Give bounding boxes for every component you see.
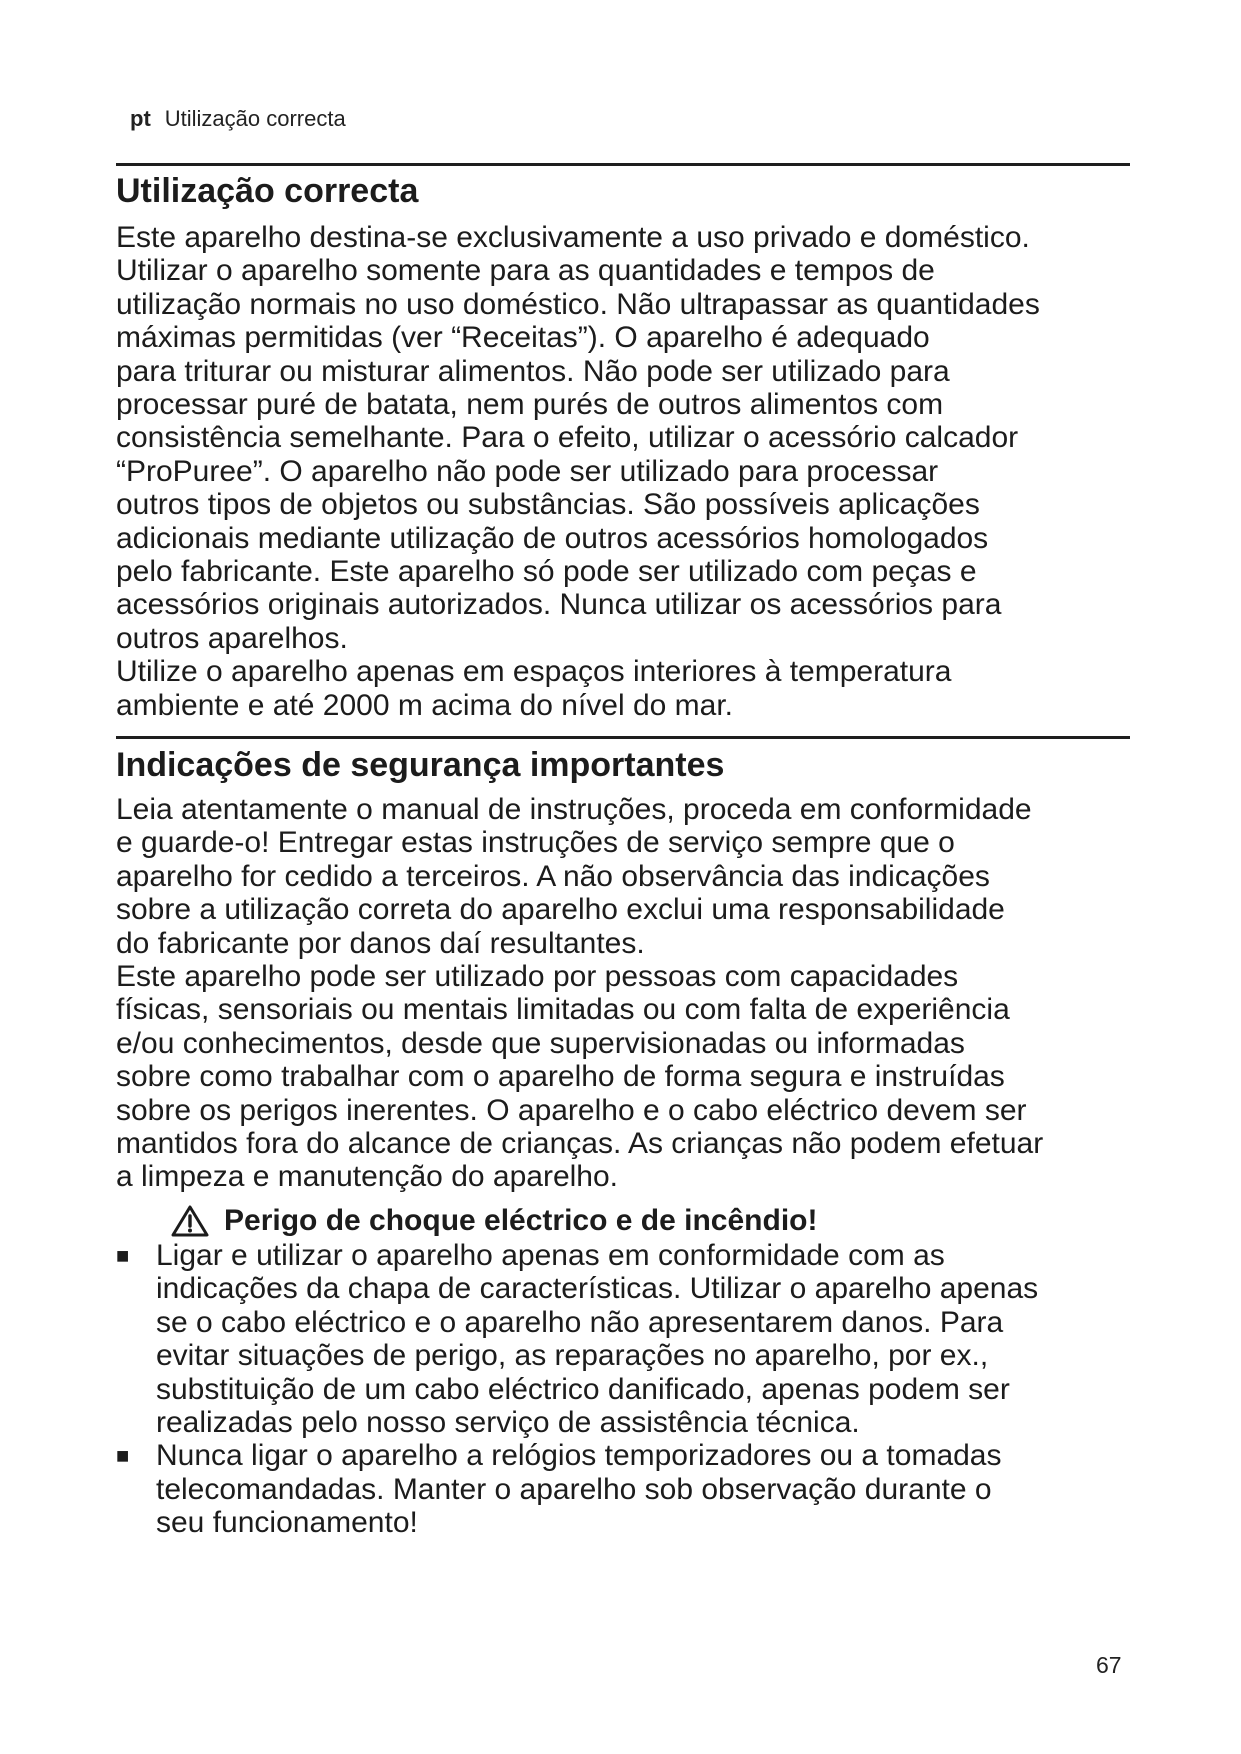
list-item-text: Ligar e utilizar o aparelho apenas em conformidade com as indicações da chapa de características. Utilizar o aparelho apenas se o cabo eléctrico e o aparelho não apresentarem danos. Para evitar situações de perigo, as reparações no aparelho, por ex., substituição de um cabo eléctrico danificado, apenas podem ser realizadas pelo nosso serviço de assistência técnica.	[156, 1239, 1039, 1440]
language-code: pt	[130, 106, 151, 131]
header-section-title: Utilização correcta	[164, 106, 346, 131]
warning-heading	[170, 1203, 817, 1239]
page-number: 67	[1096, 1652, 1122, 1678]
section-title-intended-use: Utilização correcta	[116, 172, 419, 210]
safety-paragraph: Leia atentamente o manual de instruções, proceda em conformidade e guarde-o! Entregar estas instruções de serviço sempre que o aparelho for cedido a terceiros. A não observância das indicações sobre a utilização correta do aparelho exclui uma responsabilidade do fabricante por danos daí resultantes. Este aparelho pode ser utilizado por pessoas com capacidades físicas, sensoriais ou mentais limitadas ou com falta de experiência e/ou conhecimentos, desde que supervisionadas ou informadas sobre como trabalhar com o aparelho de forma segura e instruídas sobre os perigos inerentes. O aparelho e o cabo eléctrico devem ser mantidos fora do alcance de crianças. As crianças não podem efetuar a limpeza e manutenção do aparelho.	[116, 793, 1044, 1194]
section-title-safety: Indicações de segurança importantes	[116, 746, 725, 784]
warning-triangle-icon	[170, 1204, 210, 1238]
intended-use-paragraph: Este aparelho destina-se exclusivamente a uso privado e doméstico. Utilizar o aparelho somente para as quantidades e tempos de utilização normais no uso doméstico. Não ultrapassar as quantidades máximas permitidas (ver “Receitas”). O aparelho é adequado para triturar ou misturar alimentos. Não pode ser utilizado para processar puré de batata, nem purés de outros alimentos com consistência semelhante. Para o efeito, utilizar o acessório calcador “ProPuree”. O aparelho não pode ser utilizado para processar outros tipos de objetos ou substâncias. São possíveis aplicações adicionais mediante utilização de outros acessórios homologados pelo fabricante. Este aparelho só pode ser utilizado com peças e acessórios originais autorizados. Nunca utilizar os acessórios para outros aparelhos. Utilize o aparelho apenas em espaços interiores à temperatura ambiente e até 2000 m acima do nível do mar.	[116, 221, 1040, 722]
bullet-square-icon: ■	[116, 1443, 130, 1469]
warning-list	[116, 1239, 1146, 1540]
running-header	[130, 106, 346, 132]
list-item	[116, 1239, 1146, 1439]
section-divider	[116, 736, 1130, 739]
section-divider	[116, 163, 1130, 166]
warning-heading-text: Perigo de choque eléctrico e de incêndio!	[224, 1204, 818, 1237]
bullet-square-icon: ■	[116, 1243, 130, 1268]
list-item-text: Nunca ligar o aparelho a relógios temporizadores ou a tomadas telecomandadas. Manter o aparelho sob observação durante o seu funcionamento!	[156, 1439, 1002, 1540]
list-item	[116, 1439, 1146, 1539]
